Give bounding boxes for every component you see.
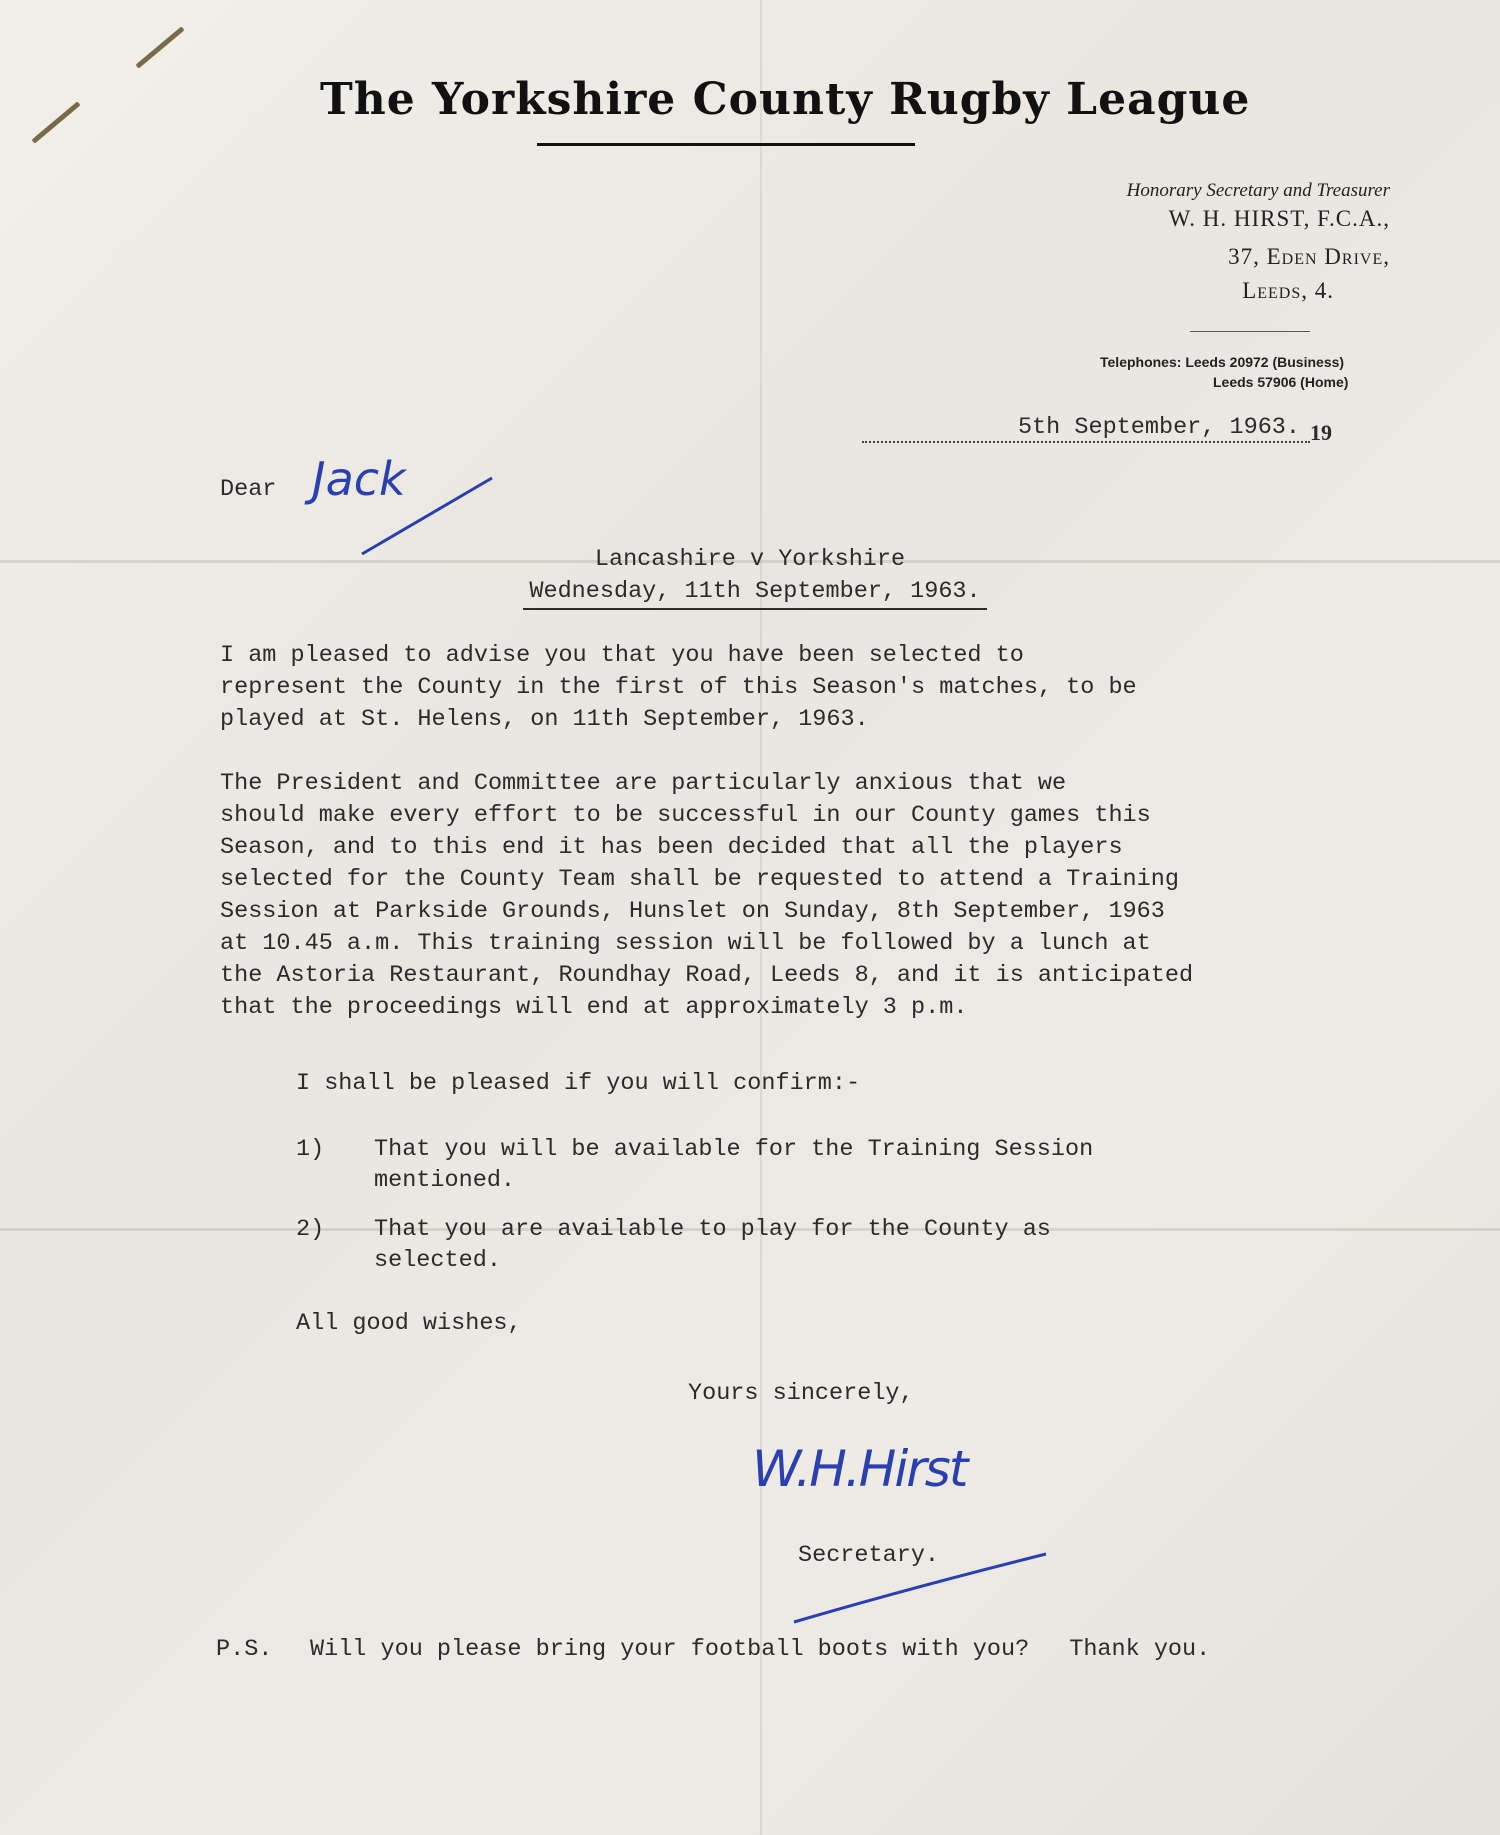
address-divider	[1190, 331, 1310, 332]
telephone-business: Leeds 20972 (Business)	[1185, 354, 1345, 370]
body-paragraph-1: I am pleased to advise you that you have been selected to represent the County in the first of this Season's matches, to be played at St. Helens, on 11th September, 1963.	[220, 642, 1137, 733]
subject-line2: Wednesday, 11th September, 1963.	[523, 576, 986, 610]
telephone-label: Telephones:	[1100, 354, 1182, 370]
letterhead-rule	[537, 143, 915, 146]
item-text: That you will be available for the Training Session mentioned.	[374, 1136, 1094, 1194]
salutation-dear: Dear	[220, 476, 277, 503]
sender-address-line1: 37, Eden Drive,	[1228, 244, 1390, 269]
subject-heading	[0, 544, 1500, 610]
telephone-block	[1100, 352, 1390, 392]
letterhead-title: The Yorkshire County Rugby League	[320, 74, 1251, 125]
signature-handwritten: W.H.Hirst	[752, 1440, 967, 1498]
sender-address-line2: Leeds, 4.	[1242, 278, 1334, 303]
sender-name: W. H. HIRST, F.C.A.,	[1168, 206, 1390, 231]
signatory-title: Secretary.	[798, 1542, 940, 1569]
subject-line1: Lancashire v Yorkshire	[594, 546, 906, 573]
sender-block	[890, 180, 1390, 304]
recipient-handwritten: Jack	[312, 452, 406, 506]
date-value: 5th September, 1963.	[862, 414, 1310, 443]
staple-mark	[31, 101, 80, 143]
postscript	[216, 1636, 1210, 1663]
date-year-prefix: 19	[1310, 420, 1332, 445]
staple-mark	[135, 26, 184, 68]
good-wishes: All good wishes,	[296, 1310, 522, 1337]
sign-off: Yours sincerely,	[688, 1380, 914, 1407]
item-number: 1)	[296, 1136, 325, 1163]
body-paragraph-3: I shall be pleased if you will confirm:-	[296, 1070, 861, 1097]
body-paragraph-2: The President and Committee are particularly anxious that we should make every effort to be successful in our County games this Season, and to this end it has been decided that all the players selected for the County Team shall be requested to attend a Training Session at Parkside Grounds, Hunslet on Sunday, 8th September, 1963 at 10.45 a.m. This training session will be followed by a lunch at the Astoria Restaurant, Roundhay Road, Leeds 8, and it is anticipated that the proceedings will end at approximately 3 p.m.	[220, 770, 1194, 1021]
postscript-thanks: Thank you.	[1069, 1636, 1211, 1663]
item-number: 2)	[296, 1216, 325, 1243]
letter-date	[862, 414, 1332, 445]
telephone-home: Leeds 57906 (Home)	[1213, 374, 1349, 390]
postscript-label: P.S.	[216, 1636, 273, 1663]
item-text: That you are available to play for the County as selected.	[374, 1216, 1051, 1274]
sender-role: Honorary Secretary and Treasurer	[1126, 180, 1390, 201]
postscript-text: Will you please bring your football boots with you?	[310, 1636, 1030, 1663]
